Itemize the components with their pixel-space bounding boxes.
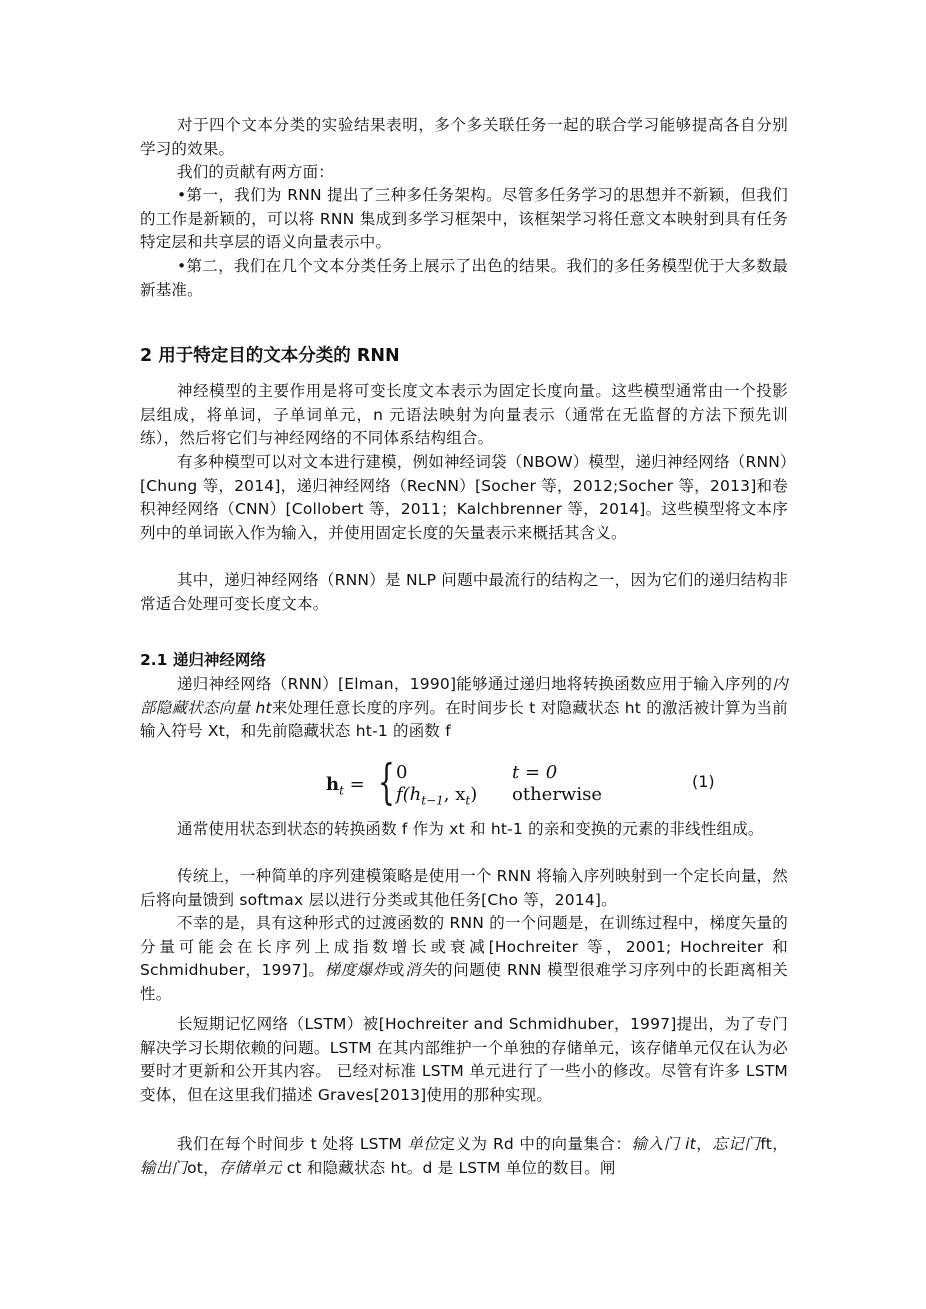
p4-italic-2: 消失 (404, 961, 438, 979)
section-2-paragraph-2: 有多种模型可以对文本进行建模，例如神经词袋（NBOW）模型，递归神经网络（RNN）[Chung 等，2014]，递归神经网络（RecNN）[Socher 等，2012;Socher 等，2013]和卷积神经网络（CNN）[Collobert 等，2011；Kalchbrenner 等，2014]。这些模型将文本序列中的单词嵌入作为输入，并使用固定长度的矢量表示来概括其含义。 (140, 453, 788, 542)
equation-number: (1) (692, 772, 715, 791)
contribution-item-2: •第二，我们在几个文本分类任务上展示了出色的结果。我们的多任务模型优于大多数最新基准。 (140, 257, 788, 299)
equation-case-1-value: 0 (396, 762, 408, 783)
p6-italic-2: 输入门 it (631, 1135, 696, 1153)
intro-paragraph-2: 我们的贡献有两方面： (177, 163, 335, 181)
p6-italic-3: 忘记门 (712, 1135, 761, 1153)
equation-brace: { (378, 754, 395, 810)
p6-text-a: 我们在每个时间步 t 处将 LSTM (177, 1135, 408, 1153)
section-2-1-paragraph-3: 传统上，一种简单的序列建模策略是使用一个 RNN 将输入序列映射到一个定长向量，然后将向量馈到 softmax 层以进行分类或其他任务[Cho 等，2014]。 (140, 867, 788, 909)
section-2-1-paragraph-2: 通常使用状态到状态的转换函数 f 作为 xt 和 ht-1 的亲和变换的元素的非线性组成。 (177, 820, 764, 838)
contribution-item-1: •第一，我们为 RNN 提出了三种多任务架构。尽管多任务学习的思想并不新颖，但我们的工作是新颖的，可以将 RNN 集成到多学习框架中，该框架学习将任意文本映射到具有任务特定层和共享层的语义向量表示中。 (140, 186, 788, 251)
p6-text-e: ot， (187, 1158, 219, 1177)
section-2-1-paragraph-5: 长短期记忆网络（LSTM）被[Hochreiter and Schmidhuber，1997]提出，为了专门解决学习长期依赖的问题。LSTM 在其内部维护一个单独的存储单元，该存储单元仅在认为必要时才更新和公开其内容。 已经对标准 LSTM 单元进行了一些小的修改。尽管有许多 LSTM 变体，但在这里我们描述 Graves[2013]使用的那种实现。 (140, 1015, 788, 1104)
p6-text-c: ， (695, 1135, 713, 1153)
p4-text-a: 不幸的是，具有这种形式的过渡函数的 RNN 的一个问题是，在训练过程中，梯度矢量的分量可能会在长序列上成指数增长或衰减[Hochreiter 等，2001; Hochreiter 和 Schmidhuber，1997]。 (140, 914, 788, 979)
p1-text-a: 递归神经网络（RNN）[Elman，1990]能够通过递归地将转换函数应用于输入序列的 (177, 675, 773, 693)
equation-case-2-value: $f(h_{t-1}$, $x_t$) (396, 784, 478, 808)
section-2-1-paragraph-4 (140, 912, 788, 1006)
p6-text-d: ft， (760, 1135, 788, 1153)
p6-italic-5: 存储单元 (218, 1158, 282, 1177)
p6-italic-4: 输出门 (140, 1158, 188, 1177)
equation-lhs: $h_t$ = (326, 774, 365, 798)
p6-text-f: ct 和隐藏状态 ht。d 是 LSTM 单位的数目。闸 (281, 1158, 616, 1177)
section-2-1-paragraph-6 (140, 1133, 788, 1180)
section-2-1-heading: 2.1 递归神经网络 (140, 651, 266, 669)
intro-paragraph-1: 对于四个文本分类的实验结果表明，多个多关联任务一起的联合学习能够提高各自分别学习的效果。 (140, 116, 788, 158)
p4-text-b: 或 (388, 961, 405, 979)
equation-case-1-condition: t = 0 (512, 762, 558, 783)
p1-italic-term: 内部隐藏状态向量 ht (140, 675, 788, 717)
p1-text-b: 来处理任意长度的序列。在时间步长 t 对隐藏状态 ht 的激活被计算为当前输入符号 Xt，和先前隐藏状态 ht-1 的函数 f (140, 698, 788, 740)
section-2-paragraph-3: 其中，递归神经网络（RNN）是 NLP 问题中最流行的结构之一，因为它们的递归结构非常适合处理可变长度文本。 (140, 571, 788, 613)
section-2-heading: 2 用于特定目的文本分类的 RNN (140, 346, 400, 366)
section-2-paragraph-1: 神经模型的主要作用是将可变长度文本表示为固定长度向量。这些模型通常由一个投影层组成，将单词，子单词单元，n 元语法映射为向量表示（通常在无监督的方法下预先训练），然后将它们与神经网络的不同体系结构组合。 (140, 382, 788, 447)
p4-italic-1: 梯度爆炸 (324, 961, 389, 979)
p6-text-b: 定义为 Rd 中的向量集合： (439, 1135, 632, 1153)
section-2-1-paragraph-1 (140, 673, 788, 744)
equation-1 (320, 754, 740, 810)
p4-text-c: 的问题使 RNN 模型很难学习序列中的长距离相关性。 (140, 961, 789, 1003)
p6-italic-1: 单位 (407, 1135, 440, 1153)
equation-case-2-condition: otherwise (512, 784, 602, 805)
